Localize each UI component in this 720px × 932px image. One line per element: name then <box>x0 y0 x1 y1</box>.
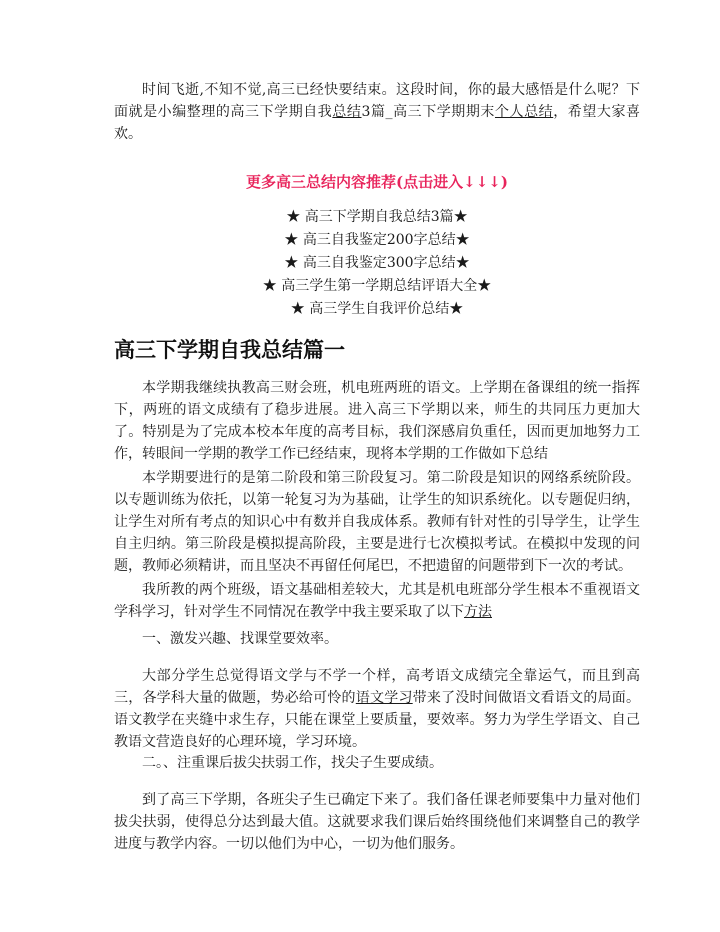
intro-paragraph <box>114 79 640 145</box>
intro-text-2: 3篇_高三下学期期末 <box>361 104 495 120</box>
recommend-item[interactable] <box>114 298 640 321</box>
paragraph-4-text-1: 大部分学生总觉得语文学与不学一个样，高考语文成绩完全靠运气，而且到高三，各学科大量的做题，势必给可怜的 <box>114 668 640 706</box>
paragraph-3-text: 我所教的两个班级，语文基础相差较大，尤其是机电班部分学生根本不重视语文学科学习，针对学生不同情况在教学中我主要采取了以下 <box>114 582 640 620</box>
personal-summary-link[interactable]: 个人总结 <box>494 104 554 120</box>
recommend-item[interactable] <box>114 229 640 252</box>
body-paragraph-1: 本学期我继续执教高三财会班，机电班两班的语文。上学期在备课组的统一指挥下，两班的语文成绩有了稳步进展。进入高三下学期以来，师生的共同压力更加大了。特别是为了完成本校本年度的高考目标，我们深感肩负重任，因而更加地努力工作，转眼间一学期的教学工作已经结束，现将本学期的工作做如下总结 <box>114 380 640 462</box>
method-link[interactable]: 方法 <box>464 604 492 620</box>
recommend-title: 更多高三总结内容推荐(点击进入↓↓↓) <box>246 173 508 191</box>
intro-text-3: ，希望大家喜欢。 <box>114 104 641 142</box>
paragraph-4-text-2: 带来了没时间做语文看语文的局面。语文教学在夹缝中求生存，只能在课堂上要质量，要效率。努力为学生学语文、自己教语文营造良好的心理环境，学习环境。 <box>114 690 641 750</box>
recommend-link[interactable]: ★ 高三学生第一学期总结评语大全★ <box>262 278 492 294</box>
recommend-item[interactable] <box>114 275 640 298</box>
body-paragraph-3 <box>114 579 640 623</box>
section-heading: 高三下学期自我总结篇一 <box>114 337 345 362</box>
recommend-link[interactable]: ★ 高三自我鉴定300字总结★ <box>284 255 470 271</box>
recommend-item[interactable] <box>114 206 640 229</box>
recommend-item[interactable] <box>114 252 640 275</box>
body-paragraph-5: 到了高三下学期，各班尖子生已确定下来了。我们备任课老师要集中力量对他们拔尖扶弱，使得总分达到最大值。这就要求我们课后始终围绕他们来调整自己的教学进度与教学内容。一切以他们为中心，一切为他们服务。 <box>114 792 640 852</box>
body-paragraph-4 <box>114 665 640 753</box>
chinese-study-link[interactable]: 语文学习 <box>355 690 413 706</box>
body-paragraph-2: 本学期要进行的是第二阶段和第三阶段复习。第二阶段是知识的网络系统阶段。以专题训练为依托，以第一轮复习为为基础，让学生的知识系统化。以专题促归纳，让学生对所有考点的知识心中有数并自我成体系。教师有针对性的引导学生，让学生自主归纳。第三阶段是模拟提高阶段，主要是进行七次模拟考试。在模拟中发现的问题，教师必须精讲，而且坚决不再留任何尾巴，不把遗留的问题带到下一次的考试。 <box>114 470 640 574</box>
summary-link[interactable]: 总结 <box>332 104 362 120</box>
list-heading-2: 二。、注重课后拔尖扶弱工作，找尖子生要成绩。 <box>142 755 443 771</box>
intro-text-1: 时间飞逝,不知不觉,高三已经快要结束。这段时间，你的最大感悟是什么呢？下面就是小编整理的高三下学期自我 <box>114 82 640 120</box>
recommend-link[interactable]: ★ 高三学生自我评价总结★ <box>290 301 464 317</box>
list-heading-1: 一、激发兴趣、找课堂要效率。 <box>142 631 338 647</box>
recommend-list <box>114 206 640 321</box>
recommend-link[interactable]: ★ 高三下学期自我总结3篇★ <box>286 209 468 225</box>
recommend-link[interactable]: ★ 高三自我鉴定200字总结★ <box>284 232 470 248</box>
